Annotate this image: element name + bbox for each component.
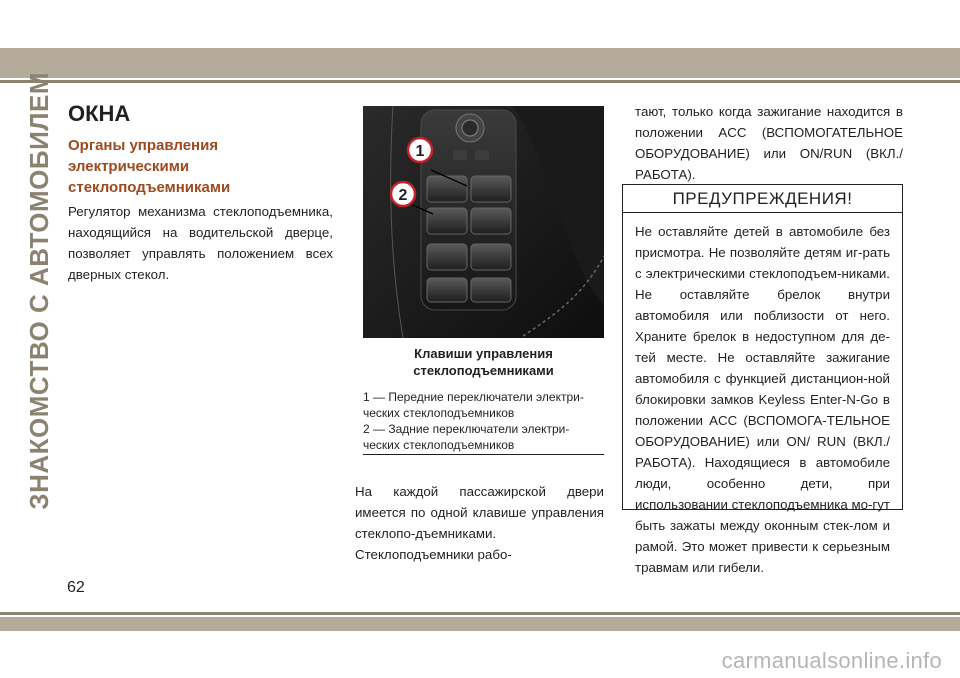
top-band bbox=[0, 48, 960, 78]
warning-box bbox=[622, 184, 903, 575]
subheading: Органы управления электрическими стеклоподъемниками bbox=[68, 137, 231, 196]
warning-title: ПРЕДУПРЕЖДЕНИЯ! bbox=[623, 185, 902, 213]
caption-item-1: 1 — Передние переключатели электри-ческих стеклоподъемников bbox=[363, 390, 584, 420]
watermark: carmanualsonline.info bbox=[721, 648, 942, 673]
warning-text: Не оставляйте детей в автомобиле без присмотра. Не позволяйте детям иг-рать с электрическими стеклоподъем-никами. Не оставляйте брелок внутри автомобиля или поблизости от него. Храните брелок в недоступном для де-тей месте. Не оставляйте зажигание автомобиля с функцией дистанцион-ной блокировки замков Keyless Enter-N-Go в положении ACC (ВСПОМОГА-ТЕЛЬНОЕ ОБОРУДОВАНИЕ) или ON/ RUN (ВКЛ./РАБОТА). Находящиеся в автомобиле люди, особенно дети, при использовании стеклоподъемника мо-гут быть зажаты между оконным стек-лом и рамой. Это может привести к серьезным травмам или гибели. bbox=[635, 224, 891, 575]
callout-1: 1 bbox=[415, 143, 425, 160]
ignition-paragraph: тают, только когда зажигание находится в положении ACC (ВСПОМОГАТЕЛЬНОЕ ОБОРУДОВАНИЕ) или ON/RUN (ВКЛ./РАБОТА). bbox=[635, 104, 903, 182]
bottom-divider bbox=[0, 612, 960, 615]
caption-rule bbox=[363, 454, 604, 455]
figure-caption-title: Клавиши управления стеклоподъемниками bbox=[413, 346, 554, 378]
section-side-title bbox=[23, 72, 54, 510]
figure-caption-list bbox=[363, 389, 604, 453]
callout-2: 2 bbox=[398, 187, 408, 204]
intro-paragraph: Регулятор механизма стеклоподъемника, находящийся на водительской дверце, позволяет управлять положением всех дверных стекол. bbox=[68, 204, 333, 282]
page-heading: ОКНА bbox=[68, 101, 131, 126]
window-switch-photo bbox=[363, 106, 604, 338]
passenger-switch-paragraph: На каждой пассажирской двери имеется по одной клавише управления стеклопо-дъемниками. Стеклоподъемники рабо- bbox=[355, 484, 604, 562]
bottom-band bbox=[0, 617, 960, 631]
page-number: 62 bbox=[67, 579, 85, 596]
top-divider bbox=[0, 80, 960, 83]
caption-item-2: 2 — Задние переключатели электри-ческих стеклоподъемников bbox=[363, 422, 570, 452]
section-side-title-text: ЗНАКОМСТВО С АВТОМОБИЛЕМ bbox=[23, 72, 54, 510]
